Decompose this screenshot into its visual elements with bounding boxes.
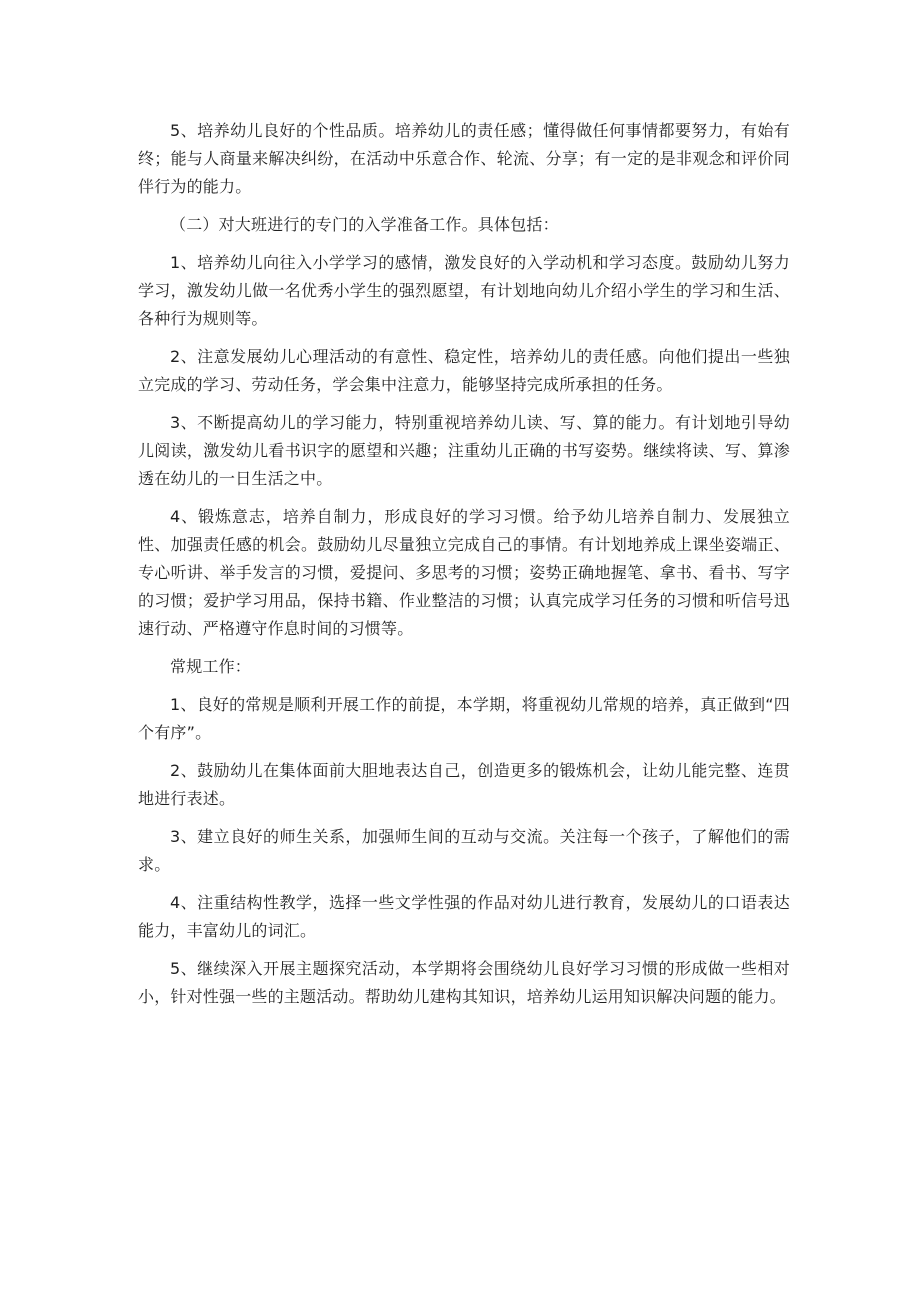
paragraph-section-heading: （二）对大班进行的专门的入学准备工作。具体包括： [170,215,559,234]
paragraph-item-3: 3、不断提高幼儿的学习能力，特别重视培养幼儿读、写、算的能力。有计划地引导幼儿阅读，激发幼儿看书识字的愿望和兴趣；注重幼儿正确的书写姿势。继续将读、写、算渗透在幼儿的一日生活之中。 [138,413,790,488]
paragraph-routine-5: 5、继续深入开展主题探究活动，本学期将会围绕幼儿良好学习习惯的形成做一些相对小，针对性强一些的主题活动。帮助幼儿建构其知识，培养幼儿运用知识解决问题的能力。 [138,959,790,1006]
paragraph-item-1: 1、培养幼儿向往入小学学习的感情，激发良好的入学动机和学习态度。鼓励幼儿努力学习，激发幼儿做一名优秀小学生的强烈愿望，有计划地向幼儿介绍小学生的学习和生活、各种行为规则等。 [138,253,790,328]
paragraph-routine-1: 1、良好的常规是顺利开展工作的前提，本学期，将重视幼儿常规的培养，真正做到“四个有序”。 [138,695,790,742]
paragraph-routine-3: 3、建立良好的师生关系，加强师生间的互动与交流。关注每一个孩子，了解他们的需求。 [138,827,790,874]
paragraph-routine-2: 2、鼓励幼儿在集体面前大胆地表达自己，创造更多的锻炼机会，让幼儿能完整、连贯地进行表述。 [138,761,790,808]
paragraph-personality-quality: 5、培养幼儿良好的个性品质。培养幼儿的责任感；懂得做任何事情都要努力，有始有终；能与人商量来解决纠纷，在活动中乐意合作、轮流、分享；有一定的是非观念和评价同伴行为的能力。 [138,121,790,196]
document-body [138,117,790,1011]
paragraph-item-2: 2、注意发展幼儿心理活动的有意性、稳定性，培养幼儿的责任感。向他们提出一些独立完成的学习、劳动任务，学会集中注意力，能够坚持完成所承担的任务。 [138,347,790,394]
paragraph-item-4: 4、锻炼意志，培养自制力，形成良好的学习习惯。给予幼儿培养自制力、发展独立性、加强责任感的机会。鼓励幼儿尽量独立完成自己的事情。有计划地养成上课坐姿端正、专心听讲、举手发言的习惯，爱提问、多思考的习惯；姿势正确地握笔、拿书、看书、写字的习惯；爱护学习用品，保持书籍、作业整洁的习惯；认真完成学习任务的习惯和听信号迅速行动、严格遵守作息时间的习惯等。 [138,507,790,638]
paragraph-routine-heading: 常规工作： [170,657,252,676]
paragraph-routine-4: 4、注重结构性教学，选择一些文学性强的作品对幼儿进行教育，发展幼儿的口语表达能力，丰富幼儿的词汇。 [138,893,790,940]
